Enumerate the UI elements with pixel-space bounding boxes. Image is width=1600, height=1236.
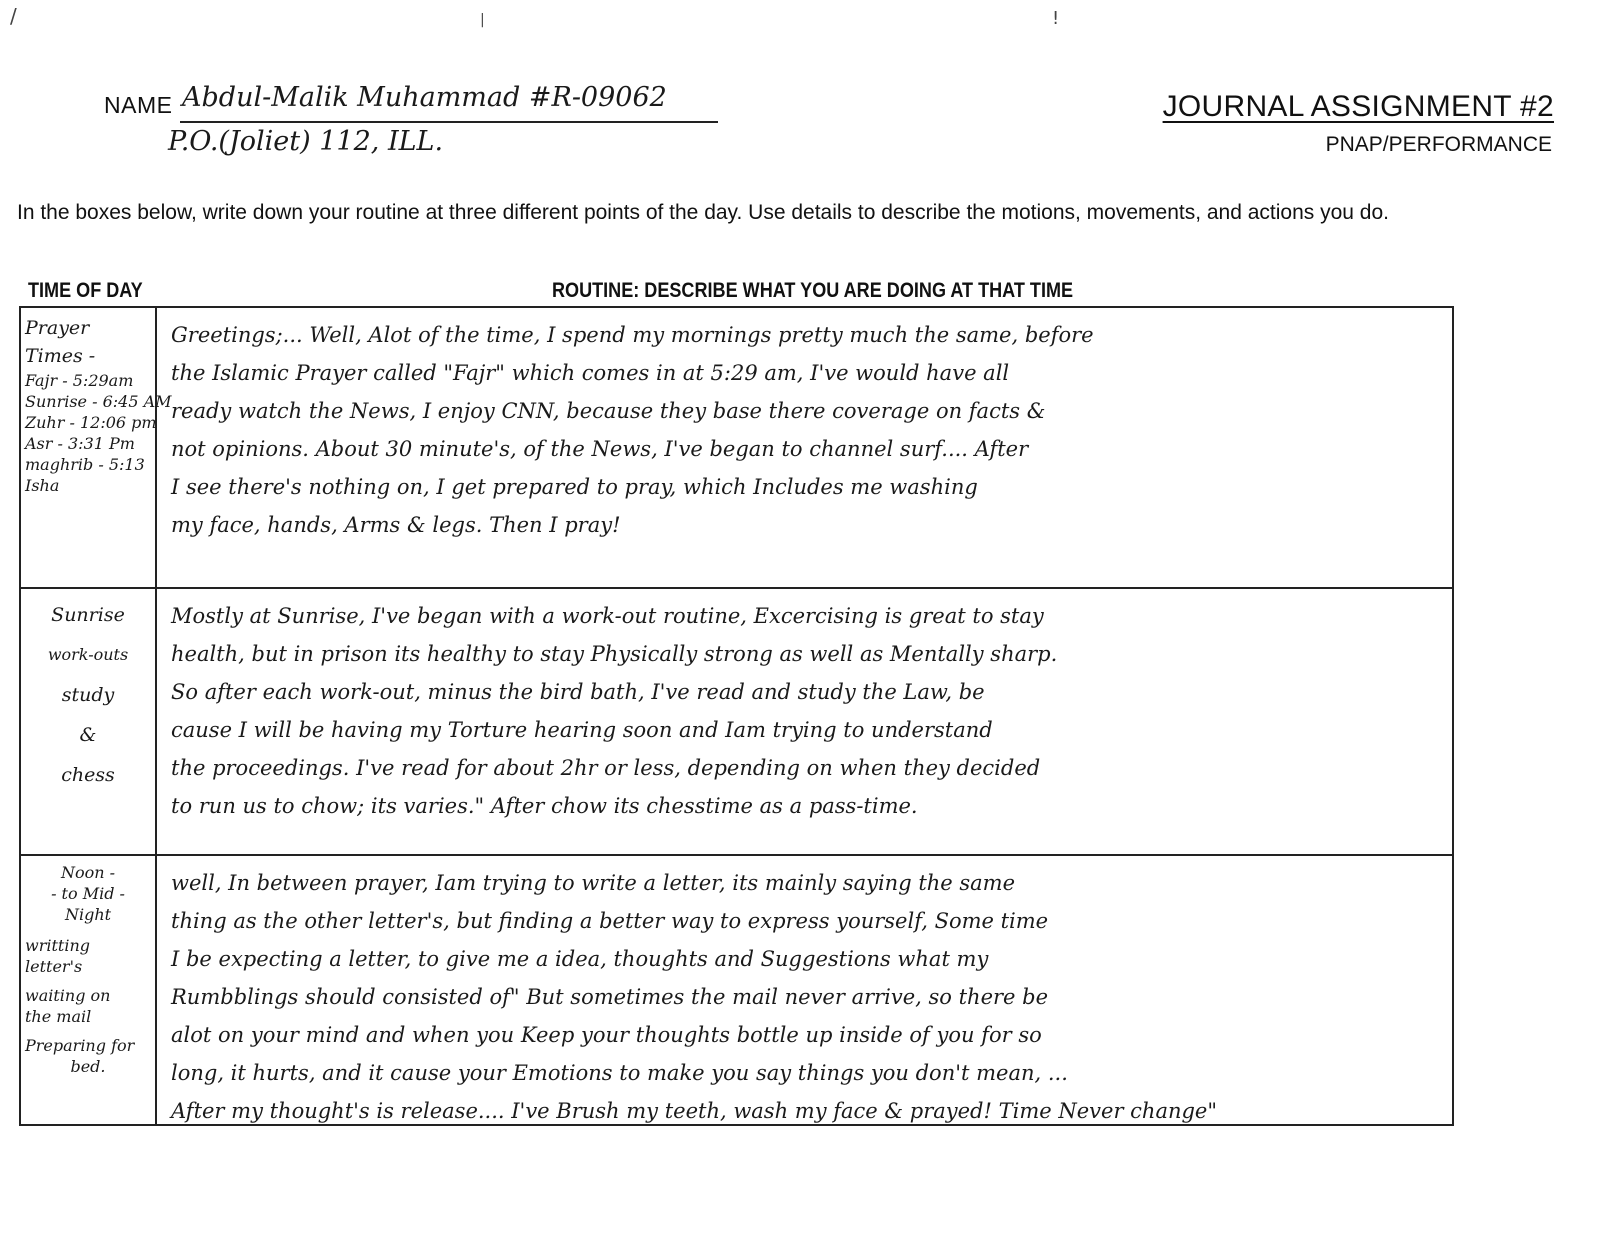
name-underline — [180, 121, 718, 123]
routine-cell — [157, 308, 1452, 587]
table-row — [21, 587, 1452, 854]
routine-text-line: my face, hands, Arms & legs. Then I pray! — [171, 513, 621, 537]
time-entry: - to Mid - — [51, 884, 125, 903]
time-entry: Fajr - 5:29am — [25, 371, 134, 390]
routine-heading: ROUTINE: DESCRIBE WHAT YOU ARE DOING AT THAT TIME — [552, 279, 1074, 302]
routine-text-line: thing as the other letter's, but finding a better way to express yourself, Some time — [171, 909, 1049, 933]
time-entry: writting — [25, 936, 90, 955]
time-entry: & — [79, 724, 97, 746]
routine-text-line: I see there's nothing on, I get prepared to pray, which Includes me washing — [171, 475, 978, 499]
routine-cell — [157, 589, 1452, 854]
time-entry: work-outs — [47, 645, 129, 664]
routine-text-line: So after each work-out, minus the bird bath, I've read and study the Law, be — [171, 680, 985, 704]
student-address: P.O.(Joliet) 112, ILL. — [168, 126, 444, 157]
routine-text-line: Mostly at Sunrise, I've began with a work-out routine, Excercising is great to stay — [171, 604, 1044, 628]
journal-table — [19, 306, 1454, 1126]
time-of-day-cell — [21, 308, 172, 587]
time-of-day-cell — [21, 856, 157, 1124]
routine-text-line: health, but in prison its healthy to stay Physically strong as well as Mentally sharp. — [171, 642, 1058, 666]
time-entry: Isha — [25, 476, 60, 495]
routine-cell — [157, 856, 1452, 1124]
routine-text-line: alot on your mind and when you Keep your thoughts bottle up inside of you for so — [171, 1023, 1042, 1047]
time-entry: bed. — [70, 1057, 106, 1076]
scan-mark-slash: / — [10, 4, 17, 28]
time-entry: maghrib - 5:13 — [25, 455, 145, 474]
time-entry: study — [61, 684, 115, 706]
routine-text-line: Greetings;... Well, Alot of the time, I spend my mornings pretty much the same, before — [171, 323, 1094, 347]
routine-text-line: the Islamic Prayer called "Fajr" which comes in at 5:29 am, I've would have all — [171, 361, 1010, 385]
assignment-subtitle: PNAP/PERFORMANCE — [1325, 133, 1552, 156]
time-entry: letter's — [25, 957, 83, 976]
time-of-day-heading: TIME OF DAY — [28, 279, 143, 302]
routine-text-line: well, In between prayer, Iam trying to write a letter, its mainly saying the same — [171, 871, 1016, 895]
routine-text-line: After my thought's is release.... I've Brush my teeth, wash my face & prayed! Time Never change" — [171, 1099, 1218, 1123]
time-entry: the mail — [25, 1007, 92, 1026]
routine-text-line: Rumbblings should consisted of" But sometimes the mail never arrive, so there be — [171, 985, 1049, 1009]
time-entry: Zuhr - 12:06 pm — [25, 413, 157, 432]
time-entry: Prayer — [25, 317, 90, 339]
assignment-title: JOURNAL ASSIGNMENT #2 — [1162, 90, 1554, 123]
time-entry: Preparing for — [25, 1036, 135, 1055]
instructions-text: In the boxes below, write down your routine at three different points of the day. Use details to describe the motions, movements, and actions you do. — [17, 201, 1390, 224]
routine-text-line: the proceedings. I've read for about 2hr or less, depending on when they decided — [171, 756, 1041, 780]
routine-text-line: cause I will be having my Torture hearing soon and Iam trying to understand — [171, 718, 993, 742]
routine-text-line: I be expecting a letter, to give me a idea, thoughts and Suggestions what my — [171, 947, 989, 971]
scan-mark-tick: | — [480, 12, 485, 28]
time-entry: chess — [61, 764, 115, 786]
time-of-day-cell — [21, 589, 157, 854]
time-entry: Noon - — [60, 863, 116, 882]
time-entry: waiting on — [25, 986, 111, 1005]
time-entry: Times - — [25, 345, 96, 367]
routine-text-line: to run us to chow; its varies." After chow its chesstime as a pass-time. — [171, 794, 918, 818]
routine-text-line: not opinions. About 30 minute's, of the News, I've began to channel surf.... After — [171, 437, 1029, 461]
time-entry: Asr - 3:31 Pm — [25, 434, 135, 453]
time-entry: Sunrise — [51, 604, 125, 626]
name-label: NAME — [104, 92, 173, 118]
scan-mark-tick: ! — [1052, 8, 1060, 29]
time-entry: Sunrise - 6:45 AM — [25, 392, 172, 411]
student-name: Abdul-Malik Muhammad #R-09062 — [182, 82, 667, 113]
routine-text-line: ready watch the News, I enjoy CNN, because they base there coverage on facts & — [171, 399, 1046, 423]
table-row — [21, 308, 1452, 587]
table-row — [21, 854, 1452, 1124]
time-entry: Night — [64, 905, 112, 924]
routine-text-line: long, it hurts, and it cause your Emotions to make you say things you don't mean, ... — [171, 1061, 1068, 1085]
